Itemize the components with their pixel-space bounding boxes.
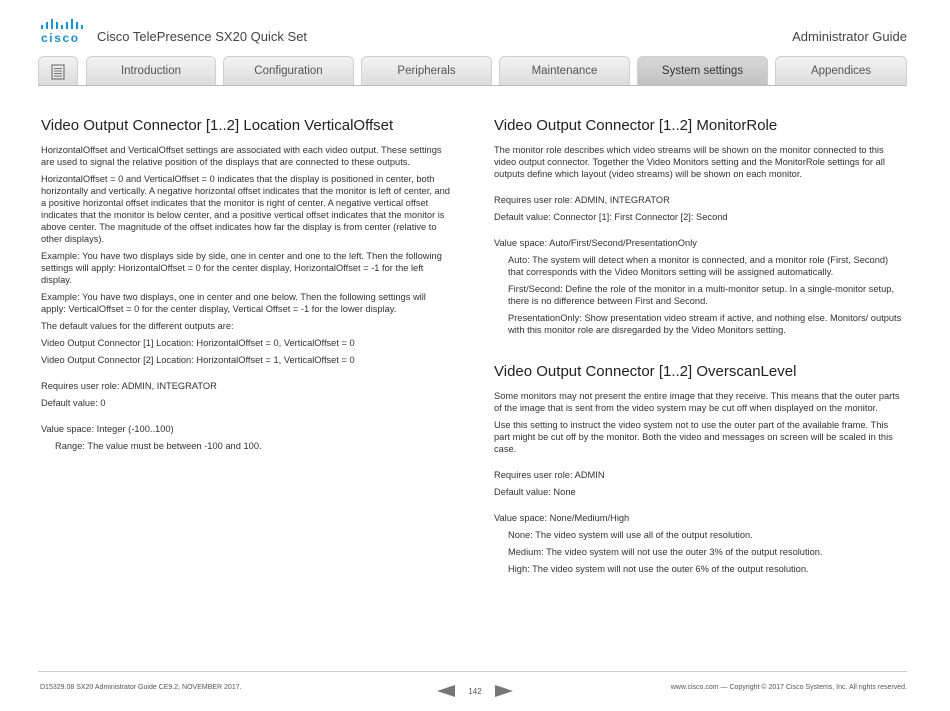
tab-introduction[interactable]: Introduction [86,56,216,85]
value-option: First/Second: Define the role of the monitor in a multi-monitor setup. In a single-monitor setup, there is no difference between First and Second. [508,284,895,306]
value-option: PresentationOnly: Show presentation video stream if active, and nothing else. Monitors/ outputs with this monitor role are disregarded by the Video Monitors setting. [508,313,902,335]
value-option: High: The video system will not use the outer 6% of the output resolution. [508,564,809,574]
logo-wordmark: cisco [41,31,80,45]
page-number: 142 [468,687,482,696]
section-tabs [38,56,907,86]
default-value: Default value: 0 [41,398,106,408]
right-column [494,117,904,580]
pager [437,685,513,699]
paragraph: The default values for the different outputs are: [41,321,234,331]
footer-doc-id: D15329.08 SX20 Administrator Guide CE9.2, NOVEMBER 2017. [40,684,242,691]
footer-copyright: www.cisco.com — Copyright © 2017 Cisco Systems, Inc. All rights reserved. [670,684,907,691]
left-column [41,117,451,457]
next-page-icon[interactable] [495,685,513,697]
section-heading: Video Output Connector [1..2] MonitorRole [494,117,778,134]
tab-divider [38,85,907,86]
value-option: Medium: The video system will not use the outer 3% of the output resolution. [508,547,823,557]
paragraph: Video Output Connector [1] Location: HorizontalOffset = 0, VerticalOffset = 0 [41,338,355,348]
value-space: Value space: None/Medium/High [494,513,630,523]
required-role: Requires user role: ADMIN, INTEGRATOR [494,195,670,205]
default-value: Default value: None [494,487,576,497]
required-role: Requires user role: ADMIN [494,470,605,480]
value-space: Value space: Integer (-100..100) [41,424,174,434]
default-value: Default value: Connector [1]: First Connector [2]: Second [494,212,728,222]
paragraph: Some monitors may not present the entire image that they receive. This means that the outer parts of the image that is sent from the video system may be cut off when displayed on the monitor. [494,391,900,413]
guide-title: Administrator Guide [792,29,907,44]
tab-configuration[interactable]: Configuration [223,56,354,85]
tab-peripherals[interactable]: Peripherals [361,56,492,85]
paragraph: The monitor role describes which video streams will be shown on the monitor connected to this video output connector. Together the Video Monitors setting and the MonitorRole settings for all outputs define which layout (video streams) will be shown on each monitor. [494,145,885,179]
paragraph: Example: You have two displays, one in center and one below. Then the following settings will apply: VerticalOffset = 0 for the center display, Vertical Offset = -1 for the lower display. [41,292,426,314]
paragraph: HorizontalOffset and VerticalOffset settings are associated with each video output. These settings are used to signal the relative position of the displays that are connected to these outputs. [41,145,442,167]
contents-icon [51,64,65,80]
paragraph: Example: You have two displays side by side, one in center and one to the left. Then the following settings will apply: HorizontalOffset = 0 for the center display, HorizontalOffset = -1 for the left display. [41,251,442,285]
section-heading: Video Output Connector [1..2] Location VerticalOffset [41,117,394,134]
value-range: Range: The value must be between -100 and 100. [55,441,262,451]
tab-appendices[interactable]: Appendices [775,56,907,85]
value-space: Value space: Auto/First/Second/PresentationOnly [494,238,697,248]
cisco-bars-icon [40,18,86,30]
tab-contents[interactable] [38,56,78,85]
tab-maintenance[interactable]: Maintenance [499,56,630,85]
tab-system-settings[interactable]: System settings [637,56,768,85]
document-title: Cisco TelePresence SX20 Quick Set [97,29,308,44]
footer-divider [38,671,907,672]
paragraph: Video Output Connector [2] Location: HorizontalOffset = 1, VerticalOffset = 0 [41,355,355,365]
previous-page-icon[interactable] [437,685,455,697]
section-heading: Video Output Connector [1..2] OverscanLevel [494,363,797,380]
required-role: Requires user role: ADMIN, INTEGRATOR [41,381,217,391]
paragraph: HorizontalOffset = 0 and VerticalOffset = 0 indicates that the display is positioned in center, both horizontally and vertically. A negative horizontal offset indicates that the monitor is left of center, and a positive horizontal offset indicates that the monitor is right of center. A negative vertical offset indicates that the monitor is below center, and a positive vertical offset indicates that the monitor is above center. The magnitude of the offset indicates how far the display is from center (relative to other displays). [41,174,450,244]
value-option: None: The video system will use all of the output resolution. [508,530,753,540]
value-option: Auto: The system will detect when a monitor is connected, and a monitor role (First, Second) that corresponds with the Video Monitors setting will be assigned automatically. [508,255,889,277]
paragraph: Use this setting to instruct the video system not to use the outer part of the available frame. This part might be cut off by the monitor. Both the video and messages on screen will be scaled in this case. [494,420,893,454]
